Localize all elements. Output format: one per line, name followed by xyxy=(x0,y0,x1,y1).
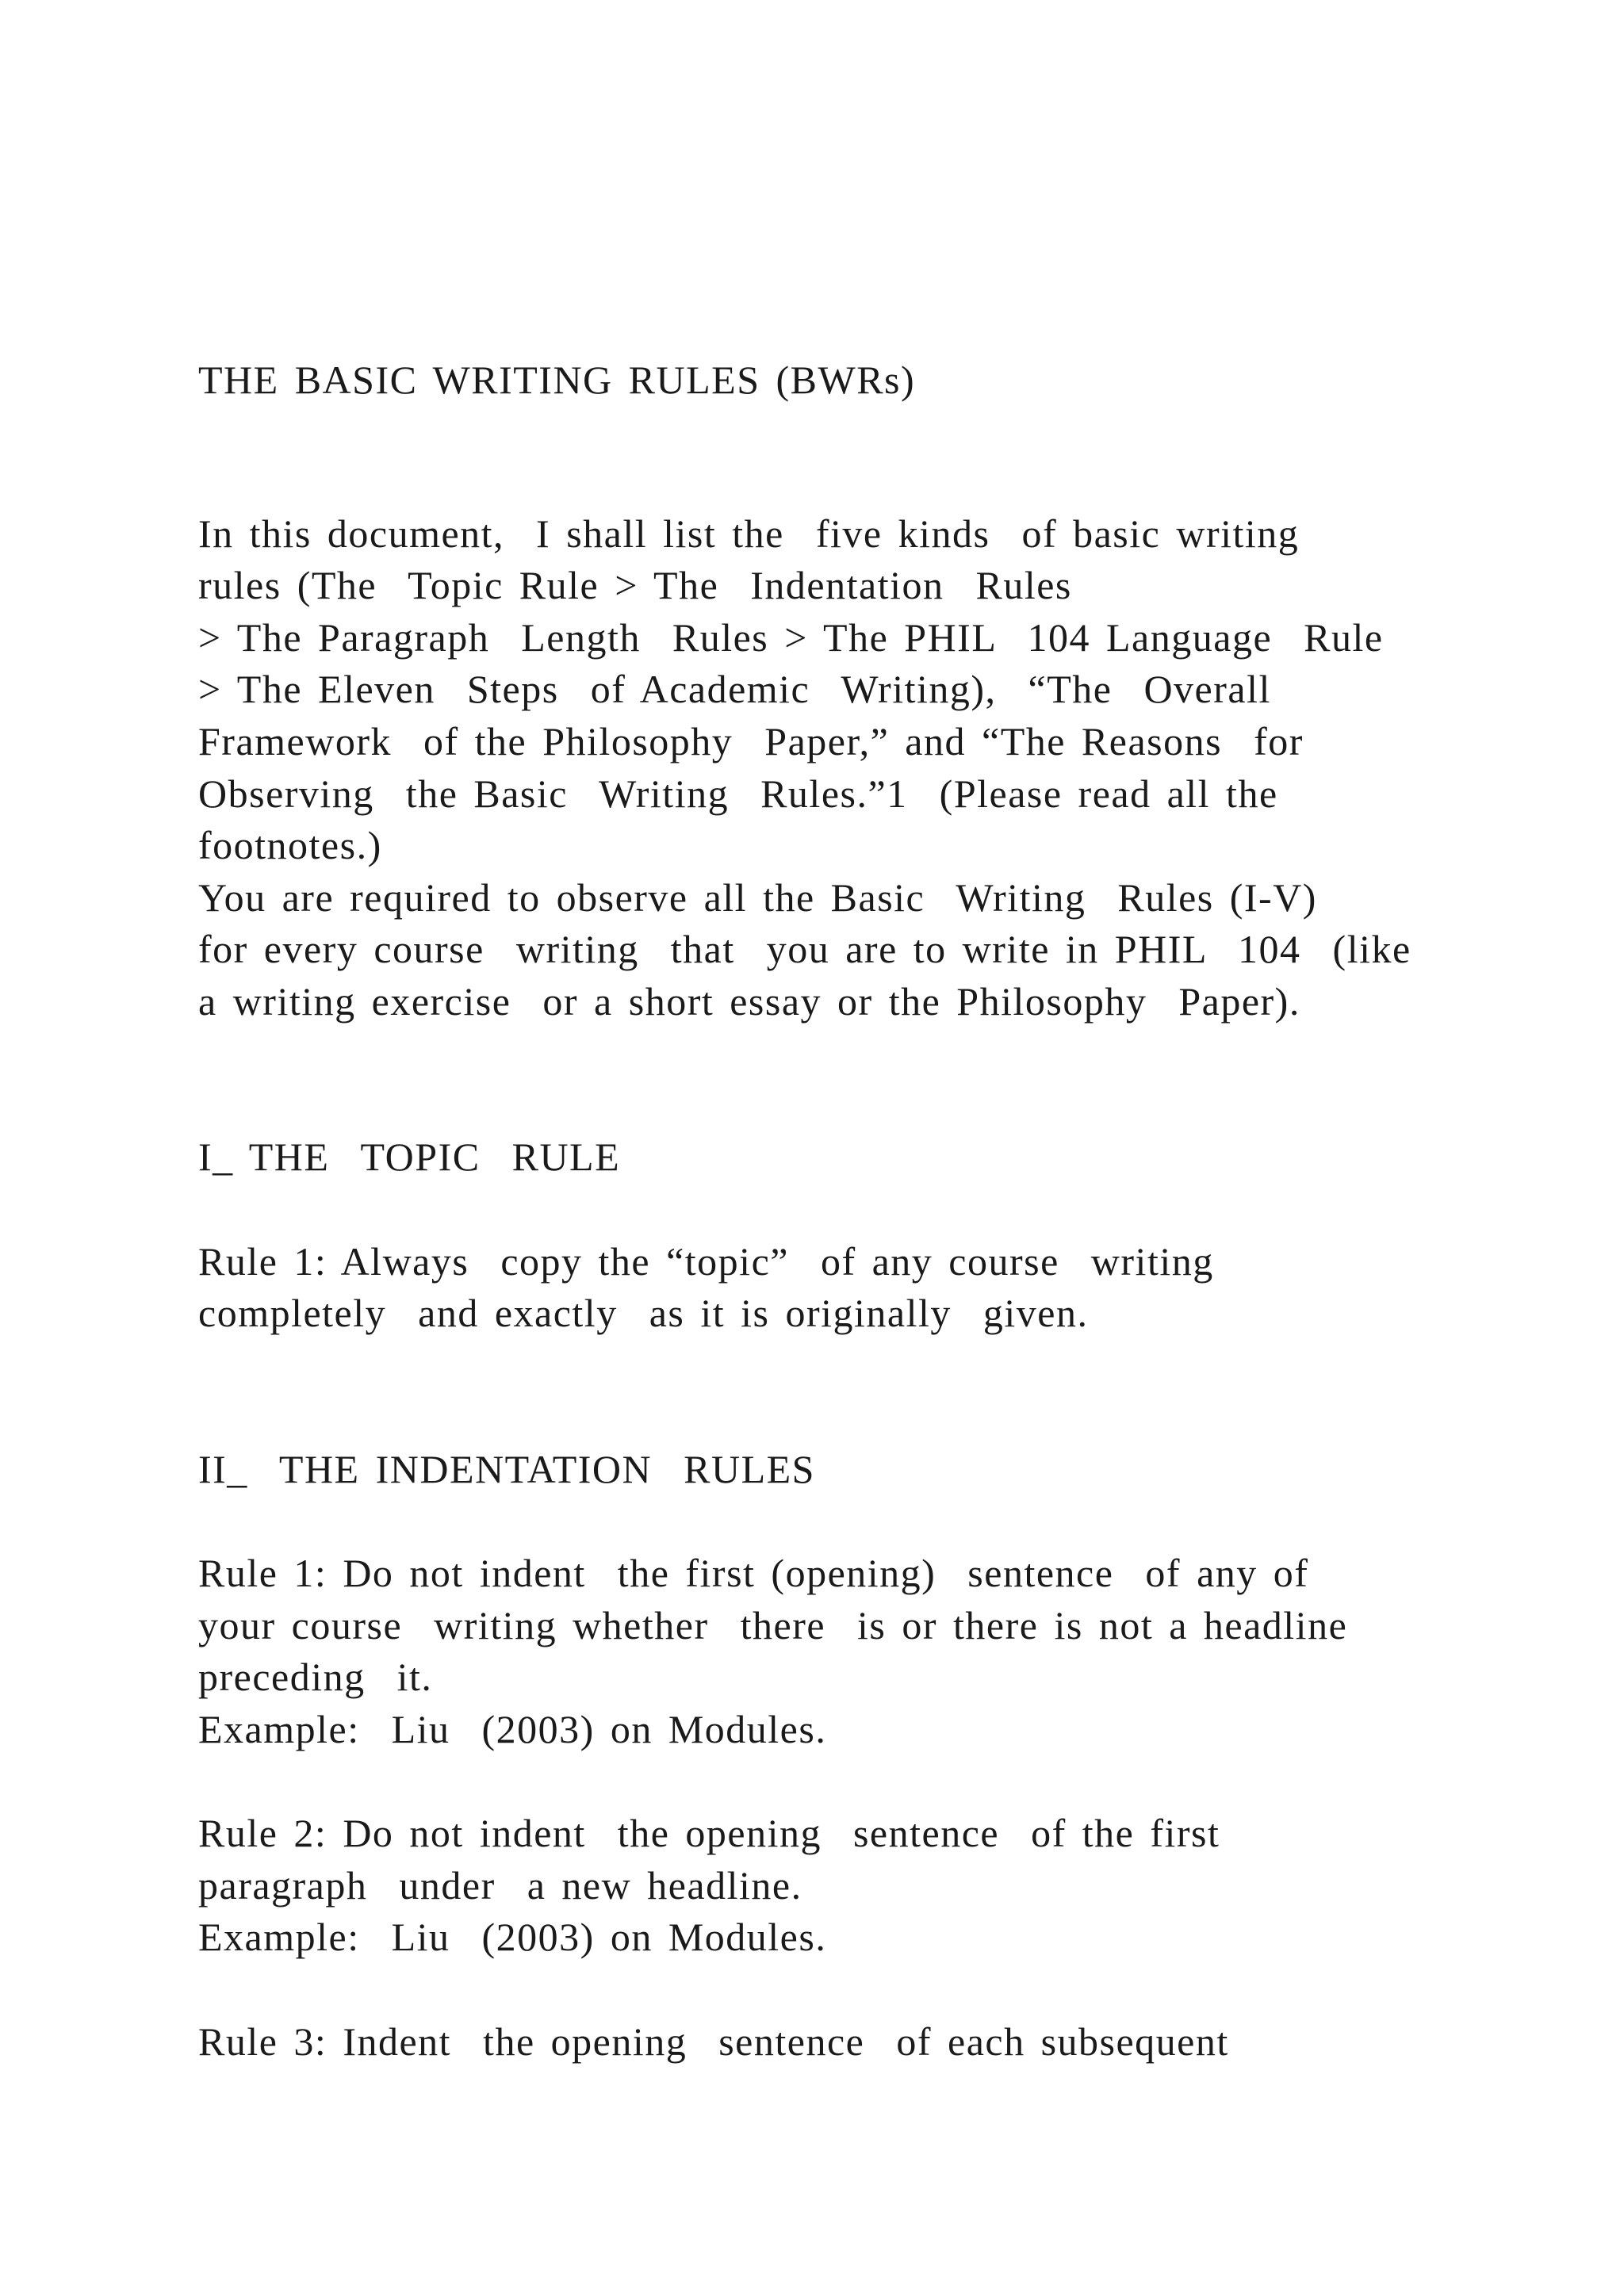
document-title: THE BASIC WRITING RULES (BWRs) xyxy=(198,358,916,402)
section-1-heading: I_ THE TOPIC RULE xyxy=(198,1135,621,1179)
section-2-line-5: Rule 2: Do not indent the opening sentence of the first xyxy=(198,1811,1220,1855)
section-2-line-2: your course writing whether there is or there is not a headline xyxy=(198,1603,1348,1647)
intro-line-10: a writing exercise or a short essay or the Philosophy Paper). xyxy=(198,979,1300,1024)
section-2-line-8: Rule 3: Indent the opening sentence of each subsequent xyxy=(198,2019,1229,2064)
section-1-line-1: Rule 1: Always copy the “topic” of any course writing xyxy=(198,1239,1214,1284)
intro-line-4: > The Eleven Steps of Academic Writing), “The Overall xyxy=(198,667,1271,711)
section-2-line-6: paragraph under a new headline. xyxy=(198,1863,802,1908)
intro-line-7: footnotes.) xyxy=(198,823,382,867)
section-2-line-1: Rule 1: Do not indent the first (opening) sentence of any of xyxy=(198,1551,1309,1595)
section-2-heading: II_ THE INDENTATION RULES xyxy=(198,1447,815,1491)
intro-line-9: for every course writing that you are to write in PHIL 104 (like xyxy=(198,927,1411,971)
intro-line-6: Observing the Basic Writing Rules.”1 (Please read all the xyxy=(198,771,1278,816)
intro-line-1: In this document, I shall list the five kinds of basic writing xyxy=(198,511,1300,556)
section-1-line-2: completely and exactly as it is originally given. xyxy=(198,1291,1089,1335)
section-2-line-7: Example: Liu (2003) on Modules. xyxy=(198,1915,827,1959)
intro-line-2: rules (The Topic Rule > The Indentation Rules xyxy=(198,563,1072,607)
section-2-line-4: Example: Liu (2003) on Modules. xyxy=(198,1707,827,1751)
intro-line-8: You are required to observe all the Basic Writing Rules (I-V) xyxy=(198,875,1317,920)
intro-line-5: Framework of the Philosophy Paper,” and “The Reasons for xyxy=(198,719,1304,763)
section-2-line-3: preceding it. xyxy=(198,1655,433,1699)
intro-line-3: > The Paragraph Length Rules > The PHIL 104 Language Rule xyxy=(198,615,1384,660)
